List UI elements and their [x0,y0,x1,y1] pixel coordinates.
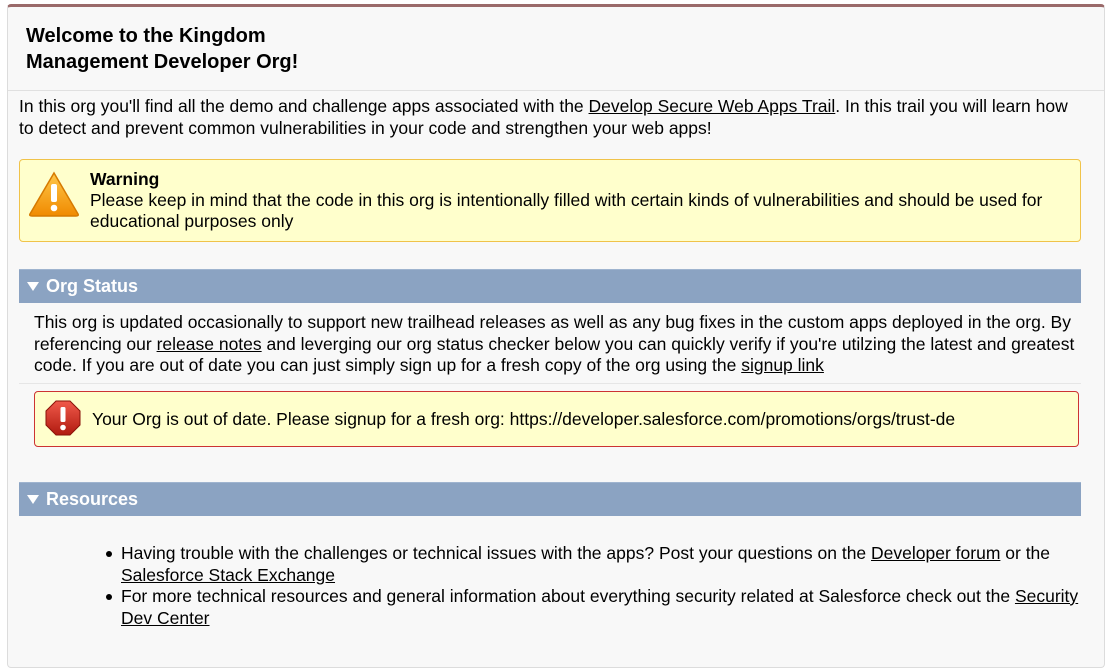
security-dev-center-link[interactable]: Security Dev Center [121,586,1079,628]
developer-forum-link[interactable]: Developer forum [871,543,1001,563]
warning-title: Warning [90,169,160,189]
page-title [26,23,446,75]
collapse-triangle-icon[interactable] [27,495,39,504]
signup-link[interactable]: signup link [741,355,824,375]
page-title-line-1: Welcome to the Kingdom [26,25,266,47]
release-notes-link[interactable]: release notes [156,333,262,354]
resources-item-2-text: For more technical resources and general information about everything security related at Salesforce check out the [121,586,1015,606]
page-header [8,7,1104,91]
warning-box [19,159,1081,242]
intro-text-after: . In this trail you will learn how to detect and prevent common vulnerabilities in your code and strengthen your web apps! [19,96,1068,138]
intro-paragraph [19,95,1079,139]
list-item [104,586,1079,629]
warning-triangle-icon [28,170,80,218]
intro-text-before: In this org you'll find all the demo and challenge apps associated with the [19,96,589,116]
error-octagon-icon [45,400,81,436]
resources-section-header[interactable] [19,482,1081,516]
org-status-text-1: This org is updated occasionally to support new trailhead releases as well as any bug fixes in the custom apps deployed in the org. By referencing our [34,312,1071,354]
develop-secure-web-apps-trail-link[interactable]: Develop Secure Web Apps Trail [588,96,836,116]
org-status-text-2: and leverging our org status checker below you can quickly verify if you're utilzing the latest and greatest code. If you are out of date you can just simply sign up for a fresh copy of the org using the [34,333,1075,375]
list-item [104,543,1079,586]
org-status-section-header[interactable] [19,269,1081,303]
resources-section-label: Resources [46,489,139,509]
resources-list [104,543,1079,629]
error-message: Your Org is out of date. Please signup for a fresh org: https://developer.salesforce.com/promotions/orgs/trust-de [92,409,956,429]
resources-item-1-mid: or the [1000,543,1051,563]
org-status-section-label: Org Status [46,276,139,296]
page-title-line-2: Management Developer Org! [26,51,299,73]
collapse-triangle-icon[interactable] [27,282,39,291]
divider [19,383,1081,384]
resources-item-1-text: Having trouble with the challenges or technical issues with the apps? Post your questions on the [121,543,872,563]
warning-text: Please keep in mind that the code in this org is intentionally filled with certain kinds of vulnerabilities and should be used for educational purposes only [90,190,1043,231]
org-out-of-date-error-box [34,391,1079,447]
org-status-paragraph [34,312,1082,377]
salesforce-stack-exchange-link[interactable]: Salesforce Stack Exchange [121,564,336,585]
